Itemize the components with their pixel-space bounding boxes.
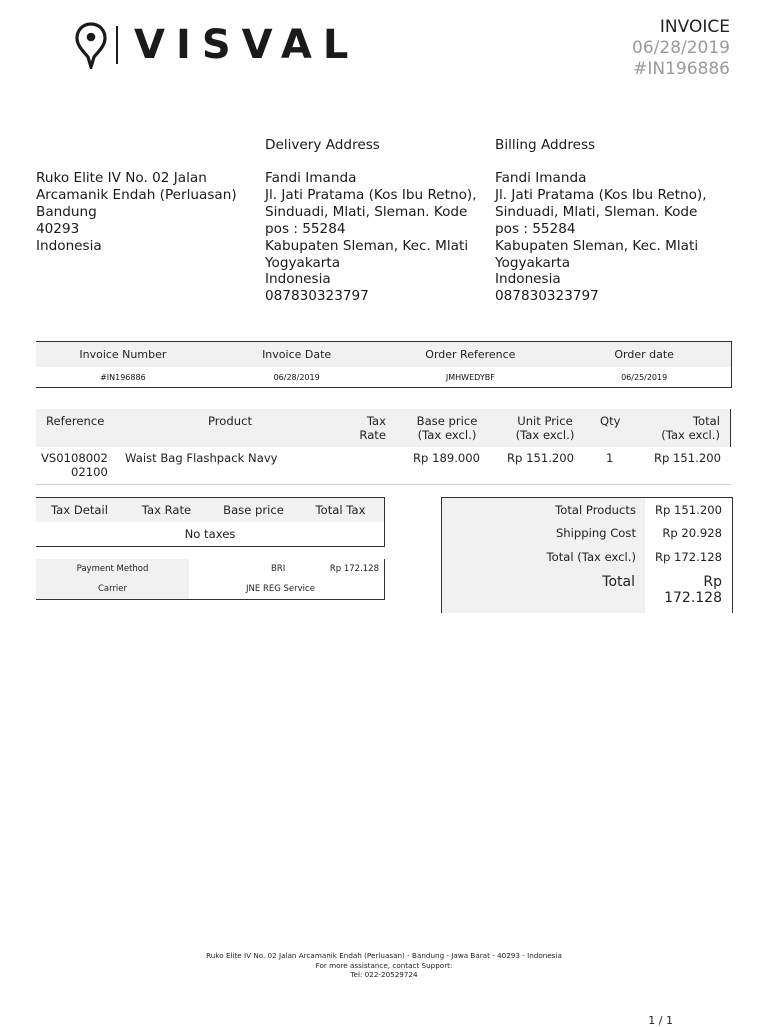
shop-address: Ruko Elite IV No. 02 Jalan Arcamanik Endah (Perluasan) Bandung 40293 Indonesia: [36, 170, 237, 254]
carrier-label: Carrier: [36, 579, 189, 599]
logo-divider: [116, 26, 118, 64]
shipping-cost-value: Rp 20.928: [662, 526, 722, 540]
row-qty: 1: [606, 451, 614, 465]
totals-table: [441, 497, 733, 613]
row-reference: VS0108002 02100: [41, 451, 108, 479]
tax-table-header: [36, 497, 384, 522]
value-invoice-number: #IN196886: [100, 372, 146, 382]
header-order-date: Order date: [614, 348, 674, 361]
payment-method-amount: Rp 172.128: [329, 564, 379, 574]
row-unit-price: Rp 151.200: [507, 451, 575, 465]
carrier-value: JNE REG Service: [246, 584, 315, 594]
header-invoice-number: Invoice Number: [79, 348, 167, 361]
row-product: Waist Bag Flashpack Navy: [125, 451, 278, 465]
product-table-header: [36, 409, 731, 447]
payment-method-row: [36, 559, 384, 579]
info-table-header: [36, 341, 731, 367]
footer-address: Ruko Elite IV No. 02 Jalan Arcamanik Endah (Perluasan) - Bandung - Jawa Barat - 40293 - Indonesia: [206, 951, 562, 960]
total-products-label: Total Products: [555, 503, 636, 517]
row-total: Rp 151.200: [653, 451, 721, 465]
payment-method-label: Payment Method: [36, 559, 189, 579]
invoice-date: 06/28/2019: [632, 38, 730, 58]
header-reference: Reference: [46, 414, 105, 428]
billing-address-heading: Billing Address: [495, 137, 596, 153]
header-tax-rate: Tax Rate: [359, 414, 386, 442]
header-total-tax: Total Tax: [315, 503, 366, 517]
header-tax-rate-summary: Tax Rate: [141, 503, 192, 517]
billing-address: Fandi Imanda Jl. Jati Pratama (Kos Ibu Retno), Sinduadi, Mlati, Sleman. Kode pos : 55284 Kabupaten Sleman, Kec. Mlati Yogyakarta Indonesia 087830323797: [495, 170, 707, 305]
tax-table: [36, 497, 385, 547]
table-row: [36, 447, 731, 485]
location-pin-icon: [74, 21, 108, 69]
header-unit-price: Unit Price (Tax excl.): [515, 414, 575, 442]
payment-table: [36, 559, 385, 600]
invoice-number: #IN196886: [633, 59, 730, 79]
value-order-date: 06/25/2019: [621, 372, 668, 382]
product-table: [36, 409, 731, 485]
invoice-info-table: [36, 341, 732, 388]
info-table-row: [36, 367, 731, 387]
brand-name: VISVAL: [134, 22, 360, 68]
header-qty: Qty: [600, 414, 621, 428]
payment-method-value: [189, 559, 384, 579]
carrier-row: [36, 579, 384, 599]
no-taxes-text: No taxes: [184, 527, 236, 541]
shipping-cost-label: Shipping Cost: [555, 526, 636, 540]
invoice-title: INVOICE: [659, 17, 730, 37]
payment-method-name: BRI: [271, 564, 286, 574]
delivery-address: Fandi Imanda Jl. Jati Pratama (Kos Ibu Retno), Sinduadi, Mlati, Sleman. Kode pos : 55284 Kabupaten Sleman, Kec. Mlati Yogyakarta Indonesia 087830323797: [265, 170, 477, 305]
invoice-header: [632, 16, 730, 80]
page-indicator: 1 / 1: [648, 1014, 673, 1027]
header-base-price: Base price (Tax excl.): [416, 414, 478, 442]
header-total: Total (Tax excl.): [661, 414, 720, 442]
brand-logo: [74, 20, 359, 70]
carrier-value-cell: [189, 579, 384, 599]
value-invoice-date: 06/28/2019: [273, 372, 320, 382]
footer-phone: Tel: 022-20529724: [350, 970, 418, 979]
footer: [0, 951, 768, 980]
total-products-value: Rp 151.200: [654, 503, 722, 517]
header-product: Product: [208, 414, 253, 428]
grand-total-value: Rp 172.128: [664, 574, 722, 606]
delivery-address-heading: Delivery Address: [265, 137, 380, 153]
header-base-price-summary: Base price: [223, 503, 284, 517]
total-tax-excl-value: Rp 172.128: [654, 550, 722, 564]
header-order-reference: Order Reference: [425, 348, 516, 361]
grand-total-label: Total: [602, 574, 635, 590]
value-order-reference: JMHWEDYBF: [445, 372, 495, 382]
row-base-price: Rp 189.000: [413, 451, 481, 465]
footer-support: For more assistance, contact Support:: [315, 960, 453, 970]
total-tax-excl-label: Total (Tax excl.): [546, 550, 636, 564]
header-invoice-date: Invoice Date: [262, 348, 332, 361]
header-tax-detail: Tax Detail: [51, 503, 108, 517]
